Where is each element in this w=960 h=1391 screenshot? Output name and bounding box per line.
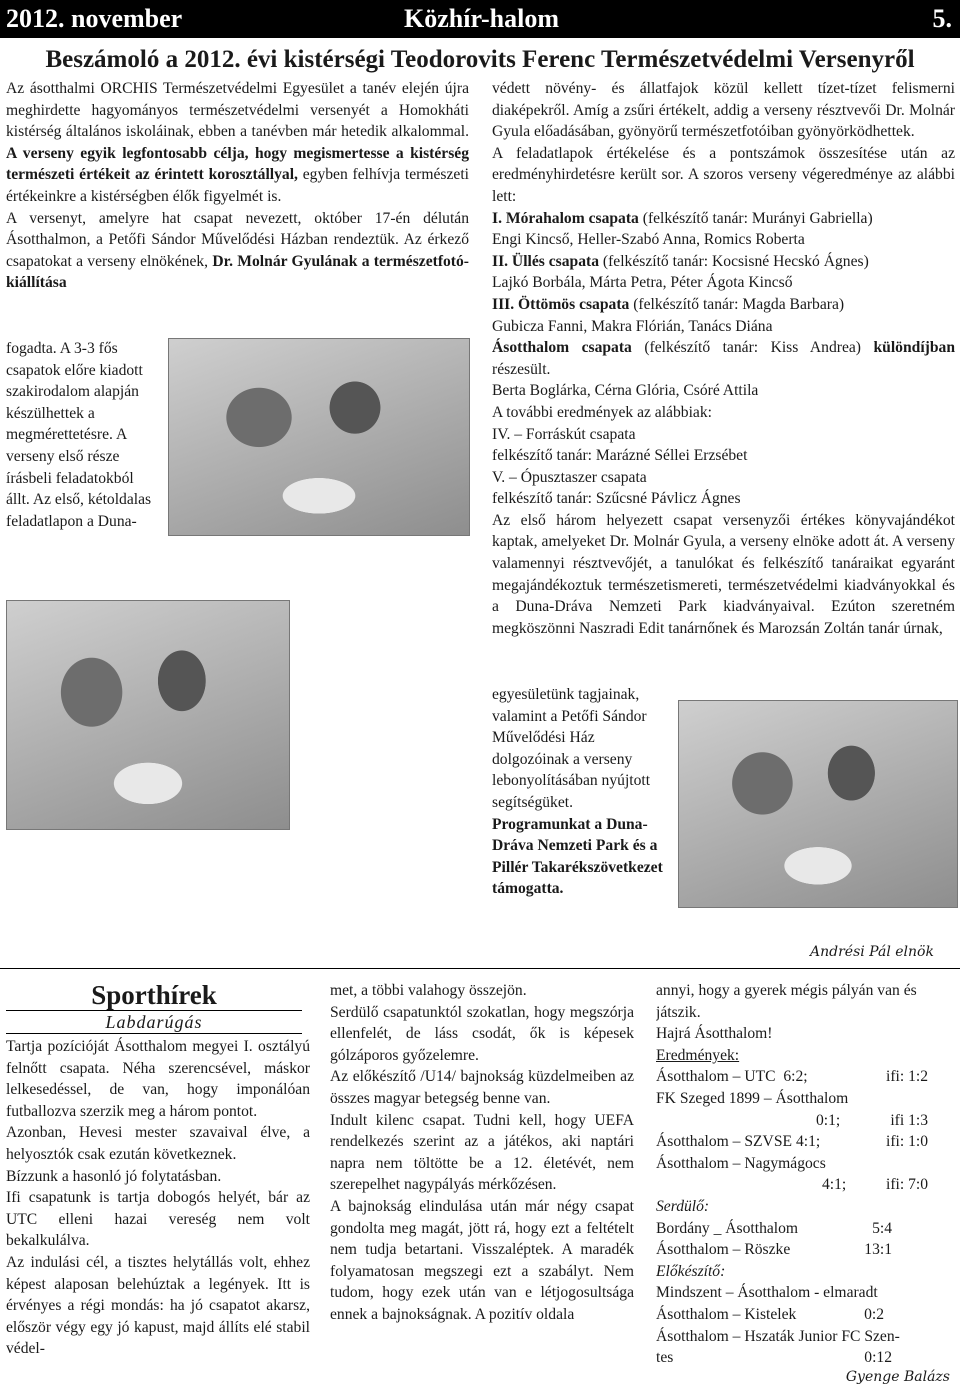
serdulo-label: Serdülő: (656, 1197, 710, 1215)
result-row: 4:1; ifi: 7:0 (822, 1176, 928, 1194)
result-row: Mindszent – Ásotthalom - elmaradt (656, 1284, 878, 1302)
result-row: Ásotthalom – Röszke 13:1 (656, 1241, 892, 1259)
result-row: Bordány _ Ásotthalom 5:4 (656, 1219, 892, 1237)
photo-students-with-leaves (6, 600, 290, 830)
article-paragraph: Az ásotthalmi ORCHIS Természetvédelmi Egyesület a tanév elején újra meghirdette hagyományos természetvédelmi versenyét a Homokháti kistérség általános iskoláinak, ebben a tanévben már hetedik alkalommal. A verseny egyik legfontosabb célja, hogy megismertesse a kistérség természeti értékeit az érintett korosztállyal, egyben felhívja természeti értékeinkre a kistérségben élők figyelmét is. (6, 80, 469, 205)
sports-heading (6, 980, 302, 1034)
article-closing-text: egyesületünk tagjainak, valamint a Petőfi Sándor Művelődési Ház dolgozóinak a verseny lebonyolításában nyújtott segítségüket. Programunkat a Duna-Dráva Nemzeti Park és a Pillér Takarékszövetkezet támogatta. (492, 684, 668, 944)
result-first: I. Mórahalom csapata (felkészítő tanár: Murányi Gabriella) (492, 209, 873, 227)
result-row: Ásotthalom – UTC 6:2; ifi: 1:2 (656, 1068, 928, 1086)
result-third: III. Öttömös csapata (felkészítő tanár: Magda Barbara) (492, 295, 845, 313)
section-divider (0, 968, 960, 969)
result-special: Ásotthalom csapata (felkészítő tanár: Kiss Andrea) különdíjban részesült. (492, 339, 955, 378)
sports-column-1: Tartja pozícióját Ásotthalom megyei I. osztályú felnőtt csapata. Néha szerencsével, máskor lelkesedéssel, de van, hogy imponálóan futballozva szerzik meg a három pontot. Azonban, Hevesi mester szavaival élve, a helyosztók csak ezután következnek. Bízzunk a hasonló jó folytatásban. Ifi csapatunk is tartja dobogós helyét, bár az UTC elleni hazai vereség nem volt bekalkulálva. Az indulási cél, a tisztes helytállás volt, ehhez képest alaposan belehúztak a legények. Itt is érvényes a régi mondás: ha jó csapatot akarsz, először végy egy jó kapust, majd állíts elé stabil védel- (6, 1038, 310, 1358)
article-right-column: védett növény- és állatfajok közül kellett tízet-tízet felismerni diaképekről. Amíg a zsűri értékelt, addig a verseny résztvevői Dr. Molnár Gyula előadásában, gyönyörű természetfotóiban gyönyörködhettek. A feladatlapok értékelése és a pontszámok összesítése után az eredményhirdetésre került sor. A szoros verseny végeredménye az alábbi lett: I. Mórahalom csapata (felkészítő tanár: Murányi Gabriella) Engi Kincső, Heller-Szabó Anna, Romics Roberta II. Üllés csapata (felkészítő tanár: Kocsisné Hecskó Ágnes) Lajkó Borbála, Márta Petra, Péter Ágota Kincső III. Öttömös csapata (felkészítő tanár: Magda Barbara) Gubicza Fanni, Makra Flórián, Tanács Diána Ásotthalom csapata (felkészítő tanár: Kiss Andrea) különdíjban részesült. Berta Boglárka, Cérna Glória, Csóré Attila A további eredmények az alábbiak: IV. – Forráskút csapata felkészítő tanár: Marázné Séllei Erzsébet V. – Ópusztaszer csapata felkészítő tanár: Szűcsné Pávlicz Ágnes Az első három helyezett csapat versenyzői értékes könyvajándékot kaptak, amelyeket Dr. Molnár Gyula, a verseny elnöke adott át. A verseny valamennyi résztvevőjét, a tanulókat és felkészítő tanáraikat egyaránt megajándékoztuk természetismereti, természetvédelmi kiadványokkal és a Duna-Dráva Nemzeti Park kiadványaival. Ezúton szeretném megköszönni Naszradi Edit tanárnőnek és Marozsán Zoltán tanár úrnak, (492, 80, 955, 637)
result-row: Ásotthalom – Hszaták Junior FC Szen- (656, 1327, 900, 1345)
sports-signature: Gyenge Balázs (845, 1368, 950, 1385)
result-row: FK Szeged 1899 – Ásotthalom (656, 1089, 849, 1107)
results-label: Eredmények: (656, 1046, 740, 1064)
photo-award-ceremony (678, 700, 958, 908)
result-row: Ásotthalom – Kistelek 0:2 (656, 1305, 884, 1323)
page-header-bar (0, 0, 960, 38)
page-number: 5. (932, 4, 952, 33)
result-row: Ásotthalom – Nagymágocs (656, 1154, 826, 1172)
sponsor-note: Programunkat a Duna-Dráva Nemzeti Park és a Pillér Takarékszövetkezet támogatta. (492, 815, 663, 898)
article-signature: Andrési Pál elnök (810, 944, 934, 960)
result-second: II. Üllés csapata (felkészítő tanár: Kocsisné Hecskó Ágnes) (492, 252, 869, 270)
publication-name: Közhír-halom (404, 4, 560, 33)
result-row: tes 0:12 (656, 1349, 892, 1367)
sports-title: Sporthírek (91, 980, 217, 1010)
result-row: Ásotthalom – SZVSE 4:1; ifi: 1:0 (656, 1133, 928, 1151)
result-row: 0:1; ifi 1:3 (816, 1111, 928, 1129)
article-left-column (6, 78, 469, 294)
article-title: Beszámoló a 2012. évi kistérségi Teodorovits Ferenc Természetvédelmi Versenyről (45, 46, 915, 73)
photo-students-at-table (168, 338, 470, 536)
issue-date: 2012. november (6, 4, 183, 33)
sports-subtitle: Labdarúgás (6, 1010, 302, 1034)
article-wrap-text: fogadta. A 3-3 fős csapatok előre kiadott szakirodalom alapján készülhettek a megmérettetésre. A verseny első része írásbeli feladatokból állt. Az első, kétoldalas feladatlapon a Duna- (6, 340, 152, 530)
elokeszito-label: Előkészítő: (656, 1262, 726, 1280)
article-paragraph: A versenyt, amelyre hat csapat nevezett, október 17-én délután Ásotthalmon, a Petőfi Sándor Művelődési Házban rendeztük. Az érkező csapatokat a verseny elnökének, Dr. Molnár Gyulának a természetfotó-kiállítása (6, 209, 469, 292)
sports-column-3: annyi, hogy a gyerek mégis pályán van és játszik. Hajrá Ásotthalom! Eredmények: Ásotthalom – UTC 6:2; ifi: 1:2 FK Szeged 1899 – Ásotthalom 0:1; ifi 1:3 Ásotthalom – SZVSE 4:1; ifi: 1:0 Ásotthalom – Nagymágocs 4:1; ifi: 7:0 Serdülő: Bordány _ Ásotthalom 5:4 Ásotthalom – Röszke 13:1 Előkészítő: Mindszent – Ásotthalom - elmaradt Ásotthalom – Kistelek 0:2 Ásotthalom – Hszaták Junior FC Szen- tes 0:12 Gyenge Balázs (656, 980, 954, 1388)
sports-column-2: met, a többi valahogy összejön. Serdülő csapatunktól szokatlan, hogy megszórja ellenfelét, de láss csodát, ők is képesek gólzáporos győzelemre. Az előkészítő /U14/ bajnokság küzdelmeiben az összes magyar betegség benne van. Indult kilenc csapat. Tudni kell, hogy UEFA rendelkezés szerint az a játékos, aki naptári napra nem töltötte be a 12. életévét, nem szerepelhet nagypályás mérkőzésen. A bajnokság elindulása után már négy csapat gondolta meg magát, jött rá, hogy ezt a feltételt nem tudja betartani. Visszaléptek. A maradék folyamatosan megszegi ezt a szabályt. Nem tudom, hogy ezek után van e létjogosultsága ennek a bajnokságnak. A pozitív oldala (330, 982, 634, 1323)
